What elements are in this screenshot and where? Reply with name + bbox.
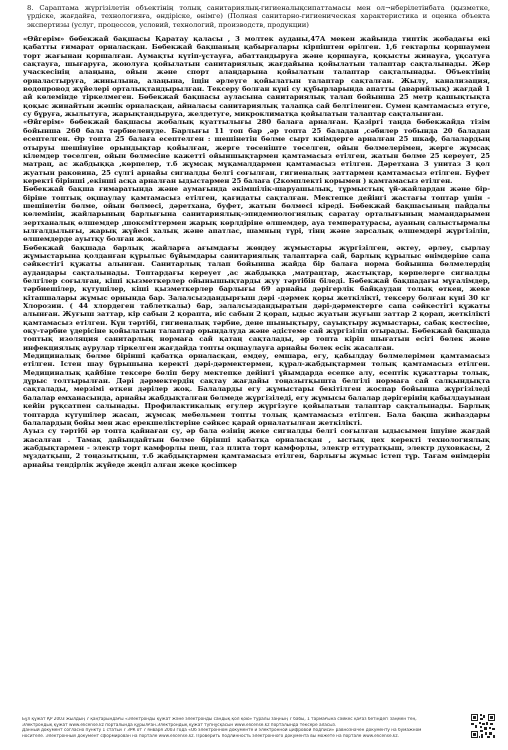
paragraph: «Өйгерім» бөбекжай бақшасы жобалық қуаттылығы 280 балаға арналған. Қазіргі таңда бөбекжайда тізім бойынша 260 бала тәрбиеленуде. Барлығы 11 топ бар ,әр топта 25 баладан ,сәбилер тобында 20 баладан есептелген. Әр топта 25 балаға есептелген : шешінетін бөлме сырт киімдерге арналған 25 шкаф, балалардың отыруы шешінуіне орындықтар қойылған, жерге төсеніште төселген, ойын бөлмелерімен, жерге жұмсақ кілемдер төселген, ойын бөлмесіне кажетті ойыншықтармен қамтамасыз етілген, жатын бөлме 25 кереует, 25 матрац, ас жабдыққа ,көрпелер, т.б жұмсақ мұқамалдармен қамтамасыз етілген. Дәретхана 3 унитаз 3 қол жуатын раковина, 25 сүлгі арнайы сигналды белгі соғылған, гигиеналық заттармен қамтамасыз етілген. Буфет керекті бірінші ,екінші асқа арналған ыдыстармен 25 балаға (2комплекті корымен ) қамтамасыз етілген.: [23, 118, 490, 185]
document-body: [23, 4, 490, 469]
footer-line: Электрондық құжат www.elicense.kz порталында құрылған.Электрондық құжат түпнұсқасын www.elicense.kz порталында тексере аласыз.: [22, 722, 337, 728]
paragraph: «Өйгерім» бөбекжай бақшасы Қаратау қаласы , 3 молтек ауданы,47А мекен жайында типтік жобадағы екі қабатты ғимарат орналасқан. Бөбекжай бақшаның қабырғалары кірпіштен өрілген. 1,6 гектарлы қоршаумен торт жағынан қоршалған. Аумақты күтіп-ұстауға, абаттандыруға және қоршауға, қоқысты жинауға, ұқсатуға сақтауға, шығаруға, жоюлуға қойылатын санитариялық жағдайына қойылатын талаптар сақталынады. Жер учаскесінің алаңына, ойын және спорт алаңдарына қойылатын талаптар сақталынады. Объектінің орналастыруға, жинылына, алаңына, іщін әрлеуге қойылатын талаптар сақталған. Жылу, канализация, водопровод жүйелері орталықтандырылған. Тексеру болған күні су құбырларында апатты (аварийлық) жағдай 1 ай көлемінде тіркелмеген. Бөбекжай бақшасы ауласына санитариялық талап бойынша 25 метр қашықтықта қоқыс жинайтын жәшік орналасқан, айналасы санитариялық талапқа сай белгіленген. Сумен қамтамасыз етуге, су бұруға, жылытуға, жарықтандыруға, желдетуге, микроклиматқа қойылатын талаптар сақталынған.: [23, 35, 490, 119]
footer-line: Данный документ согласно пункту 1 статьи 7 ЗРК от 7 января 2003 года «Об электронном документе и электронной цифровой подписи» равнозначен документу на бумажном: [22, 728, 422, 733]
footer-line: носителе. Электронный документ сформирован на портале www.elicense.kz. Проверить подлинность электронного документа вы можете на портале www.elicense.kz.: [22, 733, 399, 739]
legal-footer: [22, 717, 432, 739]
paragraph: Ауыз су тәртібі әр топта қайнаған су, әр бала өзінің жеке сигналды белгі соғылған ыдысымен ішуіне жағдай жасалған . Тамақ дайындайтын бөлме бірінші қабатқа орналасқан , ыстық цех керекті технологиялық жабдықтармен - электр торт камфорлы пеш, газ плита торт камфорлы, электр еттуратқыш, электр духовкасы, 2 мұздатқыш, 2 тоңазытқыш, т.б жабдықтармен қамтамасыз етілген, барлығы жұмыс істеп тұр. Тағам өнімдерін арнайы тендірлік жүйеде жеңіл алған жеке қосіпкер: [23, 427, 490, 469]
paragraph: Бөбекжай бақша ғимаратында және аумағында әкімшілік-шаруашылық, тұрмыстық үй-жайлардан және бір-біріне топтық оқшаулау қамтамасыз етілген, қағидаты сақталған. Мектепке дейінгі жастағы топтар үшін - шешінетін бөлме, ойын бөлмесі, дәретхана, буфет, жатын бөлмесі кіреді. Бөбекжай бақшасының пайдалы көлемінің, жайларының барлығына санитариялық-эпидемиологиялық саратау орталығының мамандарымен зертханалық өлшемдер ,шокєміттермен жарық көрлдіріне өлшемдер, ауа температурасы, ауаның салыстырмалы ылғалдылығы, жарық жүйесі халық және апатлас, шамның түрі, тінң және зарсалық өлшемдері жүргізіліп, өлшемдерде ауытқу болған жоқ.: [23, 185, 490, 244]
footer-line: Бұл құжат ҚР 2003 жылдың 7 қаңтарындағы «Электронды құжат және электронды сандық қол қою» туралы заңның 7 бабы, 1 тармағына сәйкес қағаз бетіндегі заңмен тең.: [22, 717, 417, 722]
qr-code-icon: [470, 713, 496, 739]
section-heading: 8. Сараптама жүргізілетін объектінің толық санитариялық-гигиеналықсипаттамасы мен ол¬нберілетінбата (қызметке, үрдіске, жағдайға, технологияға, өндіріске, өнімге) (Полная санитарно-гигиеническая характеристика и оценка объекта экспертизы (услуг, процессов, условий, технологий, производств, продукции): [27, 4, 490, 29]
paragraph: Медициналық бөлме бірінші қабатқа орналасқан, емдеу, емшара, егу, қабылдау бөлмелерімен қамтамасыз етілген. Істен шау бұрышына керекті дәрі-дәрмектермен, құрал-жабдықтармен толық қамтамасыз етілген. Медициналық қайбіне тексере бөліп беру мектепке дейінгі ұйымдарда есепке алу, есептік құжаттары толық, дұрыс толтырылған. Дәрі дәрмектердің сақтау жағдайы тоңазытқышта белгілі нормаға сай салқындықта сақталады, мерзімі өткен дәрілер жоқ. Балаларды егу жұмыстары бекітілген жоспар бойынша жүргізіледі балалар емханасында, арнайы жабдықталған бөлмеде жүргізіледі, егу жұмысы балалар дәрігерінің қабылдауынан кейін рұқсатпен салынады. Профилактикалық егулер жүргізуге қойылатын талаптар сақталынады. Барлық топтарда күтушілер жасап, жұмсақ мебельмен топты толық қамтамасыз етілген. Бала бақша жиһаздары балалардың бойы мен жас ерекшеліктеріне сәйкес қарай орналатылған жеткілікті.: [23, 352, 490, 427]
paragraph: Бөбекжай бақшада барлық жайларға ағымдағы жөндеу жұмыстары жүргізілген, әктеу, әрлеу, сырлау жұмыстарына қолданған құрылыс бұйымдары санитариялық талаптарға сай, барлық құрылыс өнімдеріне сапа сәйкестігі құжаты алынған. Санитарлық талап бойынша жайда бір балаға норма бойынша бөлмелердің аудандары сақталынады. Топтардағы кереует ,ас жабдыққа ,матрацтар, жастықтар, көрпелерге сигналды белгілер соғылған, кіші қызметкерлер ойынышықтарды жуу тәртібін біледі. Бөбекжай бақшадағы мұғалімдер, тәрбиешілер, күтушілер, кіші қызметкерлер барлығы 69 арнайы дәрігерлік байқаудан толық өткен, жеке кітапшалары жұмыс орнында бар. Залалсыздандырғыш дәрі -дәрмек қоры жеткілікті, тексеру болған күні 30 кг Хлорозин. ( 44 хлордеген таблеткалы) бар, залалсыздандыратын дәрі-дәрмектерге сапа сәйкестігі құжаты алынған. Жуғыш заттар, кір сабын 2 қорапта, иіс сабын 2 қорап, ыдыс жуатын жуғыш заттар 2 қорап, жеткілікті қамтамасыз етілген. Күн тәртібі, гигиеналық тәрбие, дене шынықтыру, сауықтыру жұмыстары, сабақ кестесіне, оқу-тәрбие үдерісіне қойылатын талаптар орындалуда және әдістеме сай жүргізіліп отырады. Бөбекжай бақшада топтық изоляция санитарлық нормаға сай қатаң сақталады, әр топта кіріп шығатын есігі бөлек және инфекциялық аурулар тіркелген жағдайда топты оқшаулауға арнайы бөлек есік жасалған.: [23, 243, 490, 352]
